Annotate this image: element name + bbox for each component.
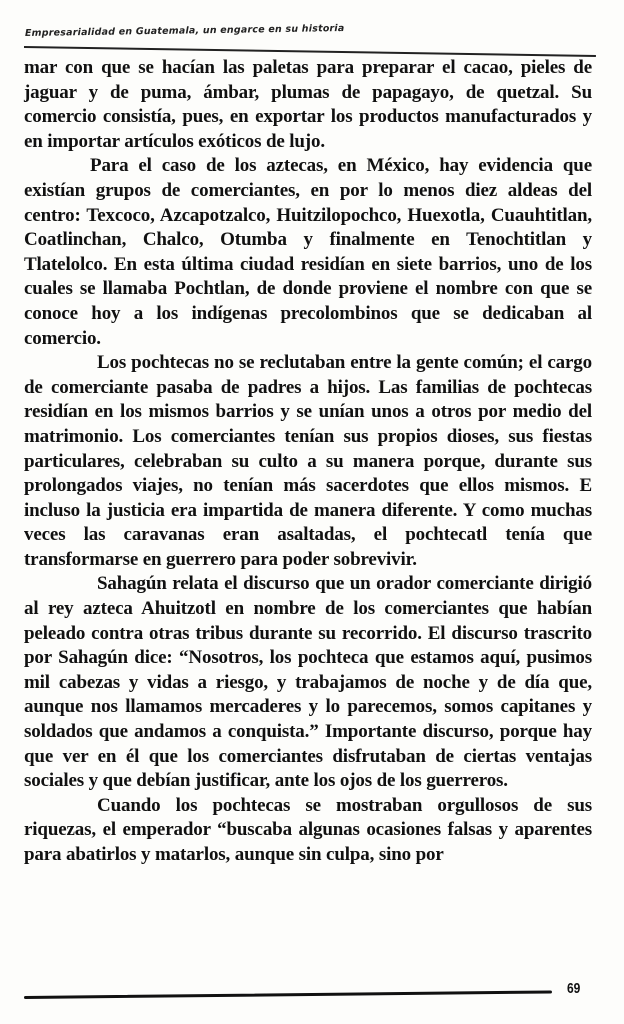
- page-number: 69: [567, 980, 581, 997]
- paragraph-sahagun: Sahagún relata el discurso que un orador comerciante dirigió al rey azteca Ahuitzotl en nombre de los comerciantes que habían peleado contra otras tribus durante su recorrido. El discurso trascrito por Sahagún dice: “Nosotros, los pochteca que estamos aquí, pusimos mil cabezas y vidas a riesgo, y trabajamos de noche y de día que, aunque nos llamamos mercaderes y lo parecemos, somos capitanes y soldados que andamos a conquista.” Importante discurso, porque hay que ver en él que los comerciantes disfrutaban de ciertas ventajas sociales y que debían justificar, ante los ojos de los guerreros.: [24, 573, 592, 792]
- paragraph-pochtecas: Los pochtecas no se reclutaban entre la gente común; el cargo de comerciante pasaba de padres a hijos. Las familias de pochtecas residían en los mismos barrios y se unían unos a otros por medio del matrimonio. Los comerciantes tenían sus propios dioses, sus fiestas particulares, celebraban su culto a su manera porque, durante sus prolongados viajes, no tenían más sacerdotes que ellos mismos. E incluso la justicia era impartida de manera diferente. Y como muchas veces las caravanas eran asaltadas, el pochtecatl tenía que transformarse en guerrero para poder sobrevivir.: [24, 352, 592, 570]
- paragraph-continued: mar con que se hacían las paletas para preparar el cacao, pieles de jaguar y de puma, ámbar, plumas de papagayo, de quetzal. Su comercio consistía, pues, en exportar los productos manufacturados y en importar artículos exóticos de lujo.: [24, 57, 592, 152]
- footer-rule: [24, 990, 552, 999]
- body-text: [24, 56, 592, 868]
- paragraph-emperador: Cuando los pochtecas se mostraban orgullosos de sus riquezas, el emperador “buscaba algunas ocasiones falsas y aparentes para abatirlos y matarlos, aunque sin culpa, sino por: [24, 794, 592, 865]
- running-header-title: Empresarialidad en Guatemala, un engarce en su historia: [24, 22, 345, 39]
- paragraph-aztecas: Para el caso de los aztecas, en México, hay evidencia que existían grupos de comerciantes, en por lo menos diez aldeas del centro: Texcoco, Azcapotzalco, Huitzilopochco, Huexotla, Cuauhtitlan, Coatlinchan, Chalco, Otumba y finalmente en Tenochtitlan y Tlatelolco. En esta última ciudad residían en siete barrios, uno de los cuales se llamaba Pochtlan, de donde proviene el nombre con que se conoce hoy a los indígenas precolombinos que se dedicaban al comercio.: [24, 155, 592, 349]
